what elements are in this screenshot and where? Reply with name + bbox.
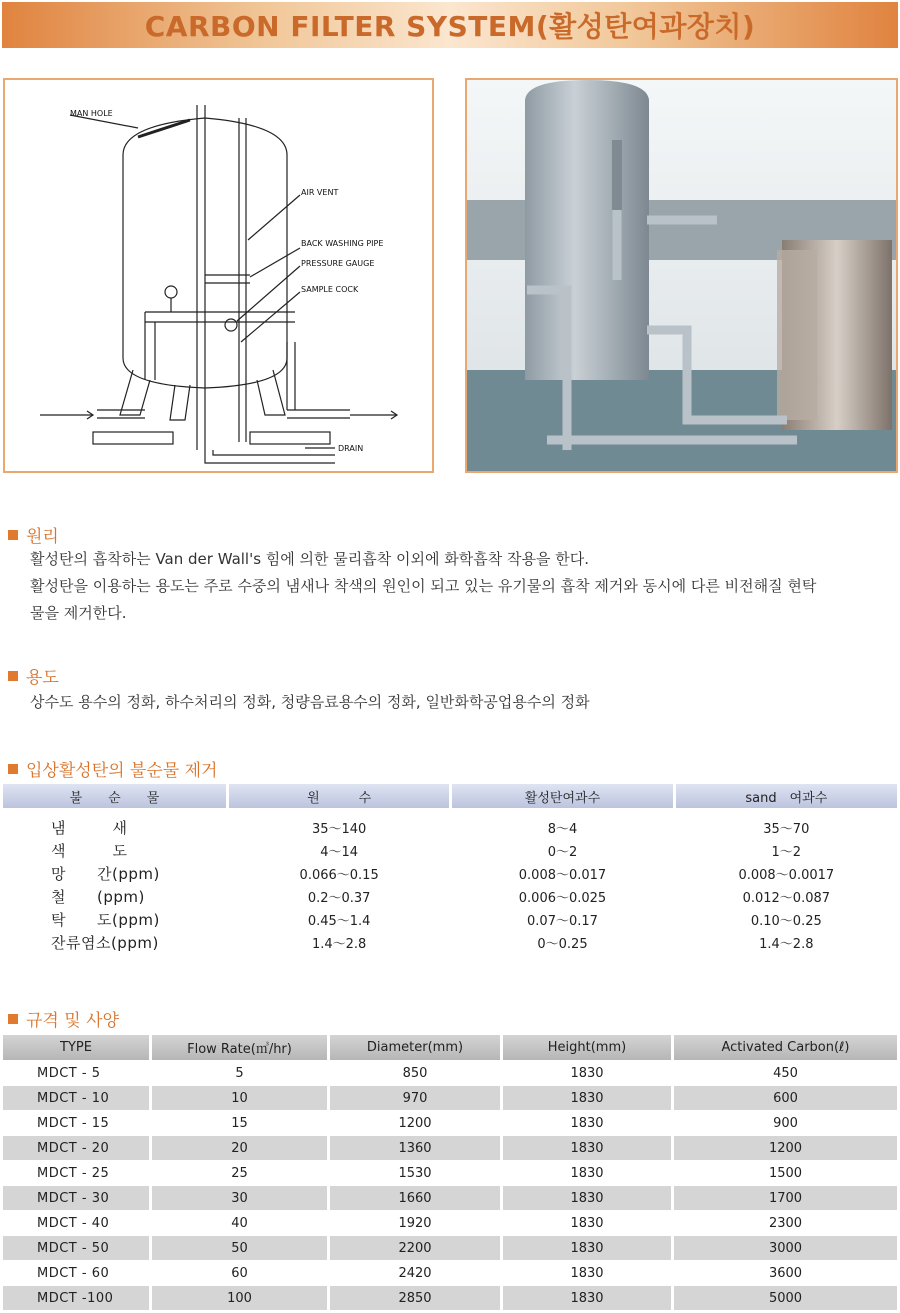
table-cell: 1830 [503, 1086, 671, 1110]
table-cell: 2200 [330, 1236, 500, 1260]
removal-heading-text: 입상활성탄의 불순물 제거 [26, 761, 218, 781]
table-cell: 25 [152, 1161, 327, 1185]
label-back-washing-pipe: BACK WASHING PIPE [301, 239, 384, 248]
table-cell: 0.10～0.25 [750, 914, 822, 929]
table-cell: 970 [330, 1086, 500, 1110]
table-cell: 1920 [330, 1211, 500, 1235]
table-cell: 850 [330, 1061, 500, 1085]
table-cell: MDCT - 20 [3, 1136, 149, 1160]
principle-heading-text: 원리 [26, 527, 59, 547]
usage-heading [8, 663, 59, 688]
usage-heading-text: 용도 [26, 668, 59, 688]
page-title: CARBON FILTER SYSTEM(활성탄여과장치) [144, 10, 756, 43]
specs-heading [8, 1006, 119, 1031]
installation-photo-drawing [467, 80, 896, 471]
table-row [3, 1086, 897, 1110]
table-cell: 1.4～2.8 [311, 937, 367, 952]
table-cell: 1830 [503, 1236, 671, 1260]
table-row [3, 1136, 897, 1160]
table-cell: MDCT - 25 [3, 1161, 149, 1185]
table-cell: 1830 [503, 1111, 671, 1135]
table-row [3, 908, 897, 931]
table-cell: 600 [674, 1086, 897, 1110]
column-header: Height(mm) [503, 1035, 671, 1060]
table-cell: 철 (ppm) [51, 888, 145, 906]
table-row [3, 1236, 897, 1260]
table-row [3, 839, 897, 862]
table-row [3, 1286, 897, 1310]
table-cell: 35～70 [763, 822, 810, 837]
title-banner [2, 2, 898, 48]
table-row [3, 1111, 897, 1135]
table-row [3, 1061, 897, 1085]
table-cell: 1360 [330, 1136, 500, 1160]
table-cell: 5000 [674, 1286, 897, 1310]
table-cell: 100 [152, 1286, 327, 1310]
table-cell: 0～0.25 [537, 937, 588, 952]
table-cell: 4～14 [320, 845, 359, 860]
column-header: TYPE [3, 1035, 149, 1060]
impurity-removal-table [0, 784, 900, 954]
table-header-row [3, 784, 897, 808]
table-row [3, 885, 897, 908]
table-cell: 탁 도(ppm) [51, 911, 160, 929]
table-cell: 2300 [674, 1211, 897, 1235]
column-header: 불 순 물 [3, 784, 226, 808]
table-cell: MDCT -100 [3, 1286, 149, 1310]
table-header-row [3, 1035, 897, 1060]
usage-body [30, 689, 900, 716]
table-cell: 10 [152, 1086, 327, 1110]
table-cell: 3600 [674, 1261, 897, 1285]
column-header: Flow Rate(㎥/hr) [152, 1035, 327, 1060]
table-cell: 8～4 [547, 822, 578, 837]
table-cell: 50 [152, 1236, 327, 1260]
table-cell: MDCT - 10 [3, 1086, 149, 1110]
table-cell: 5 [152, 1061, 327, 1085]
table-cell: 40 [152, 1211, 327, 1235]
label-drain: DRAIN [338, 444, 364, 453]
bullet-square-icon [8, 671, 18, 681]
table-cell: 2420 [330, 1261, 500, 1285]
table-cell: 0.07～0.17 [527, 914, 598, 929]
table-cell: 30 [152, 1186, 327, 1210]
column-header: 원 수 [229, 784, 449, 808]
table-row [3, 1211, 897, 1235]
column-header: sand 여과수 [676, 784, 897, 808]
table-row [3, 1161, 897, 1185]
table-cell: MDCT - 40 [3, 1211, 149, 1235]
table-cell: MDCT - 30 [3, 1186, 149, 1210]
table-cell: MDCT - 60 [3, 1261, 149, 1285]
table-cell: 0.006～0.025 [518, 891, 607, 906]
table-cell: 0～2 [547, 845, 578, 860]
filter-diagram-drawing [5, 80, 432, 471]
principle-line: 활성탄을 이용하는 용도는 주로 수중의 냄새나 착색의 원인이 되고 있는 유기물의 흡착 제거와 동시에 다른 비전해질 현탁 [30, 577, 817, 595]
principle-body [30, 546, 900, 627]
table-cell: 잔류염소(ppm) [51, 934, 159, 952]
column-header: 활성탄여과수 [452, 784, 672, 808]
table-cell: 1830 [503, 1286, 671, 1310]
table-cell: MDCT - 50 [3, 1236, 149, 1260]
usage-line: 상수도 용수의 정화, 하수처리의 정화, 청량음료용수의 정화, 일반화학공업용수의 정화 [30, 693, 590, 711]
table-cell: 1200 [674, 1136, 897, 1160]
column-header: Diameter(mm) [330, 1035, 500, 1060]
principle-line: 물을 제거한다. [30, 604, 127, 622]
table-cell: 450 [674, 1061, 897, 1085]
table-cell: 1200 [330, 1111, 500, 1135]
table-row [3, 862, 897, 885]
table-row [3, 931, 897, 954]
table-cell: 0.012～0.087 [742, 891, 831, 906]
label-sample-cock: SAMPLE COCK [301, 285, 359, 294]
table-cell: 20 [152, 1136, 327, 1160]
table-cell: 1～2 [771, 845, 802, 860]
table-cell: 0.066～0.15 [299, 868, 379, 883]
filter-diagram [3, 78, 434, 473]
table-cell: 1830 [503, 1211, 671, 1235]
table-cell: 냄 새 [51, 819, 128, 837]
label-man-hole: MAN HOLE [70, 109, 113, 118]
table-cell: 1830 [503, 1261, 671, 1285]
table-cell: 35～140 [311, 822, 367, 837]
removal-heading [8, 756, 217, 781]
table-cell: 0.008～0.017 [518, 868, 607, 883]
bullet-square-icon [8, 1014, 18, 1024]
table-row [3, 1186, 897, 1210]
table-cell: 1500 [674, 1161, 897, 1185]
table-cell: 1.4～2.8 [759, 937, 814, 952]
table-cell: MDCT - 5 [3, 1061, 149, 1085]
table-cell: 60 [152, 1261, 327, 1285]
table-cell: 15 [152, 1111, 327, 1135]
table-cell: 3000 [674, 1236, 897, 1260]
table-cell: 망 간(ppm) [51, 865, 160, 883]
table-cell: 0.45～1.4 [307, 914, 371, 929]
table-cell: 1830 [503, 1136, 671, 1160]
table-cell: 1830 [503, 1186, 671, 1210]
bullet-square-icon [8, 530, 18, 540]
table-cell: 900 [674, 1111, 897, 1135]
label-air-vent: AIR VENT [301, 188, 339, 197]
table-cell: 0.008～0.0017 [738, 868, 835, 883]
table-cell: 1830 [503, 1161, 671, 1185]
table-cell: MDCT - 15 [3, 1111, 149, 1135]
bullet-square-icon [8, 764, 18, 774]
table-row [3, 808, 897, 839]
specs-heading-text: 규격 및 사양 [26, 1011, 119, 1031]
table-row [3, 1261, 897, 1285]
specs-table [0, 1034, 900, 1311]
table-cell: 0.2～0.37 [307, 891, 371, 906]
table-cell: 1660 [330, 1186, 500, 1210]
column-header: Activated Carbon(ℓ) [674, 1035, 897, 1060]
table-cell: 1700 [674, 1186, 897, 1210]
table-cell: 2850 [330, 1286, 500, 1310]
table-cell: 1530 [330, 1161, 500, 1185]
table-cell: 1830 [503, 1061, 671, 1085]
principle-line: 활성탄의 흡착하는 Van der Wall's 힘에 의한 물리흡착 이외에 화학흡착 작용을 한다. [30, 550, 589, 568]
label-pressure-gauge: PRESSURE GAUGE [301, 259, 375, 268]
principle-heading [8, 522, 59, 547]
installation-photo [465, 78, 898, 473]
table-cell: 색 도 [51, 842, 128, 860]
